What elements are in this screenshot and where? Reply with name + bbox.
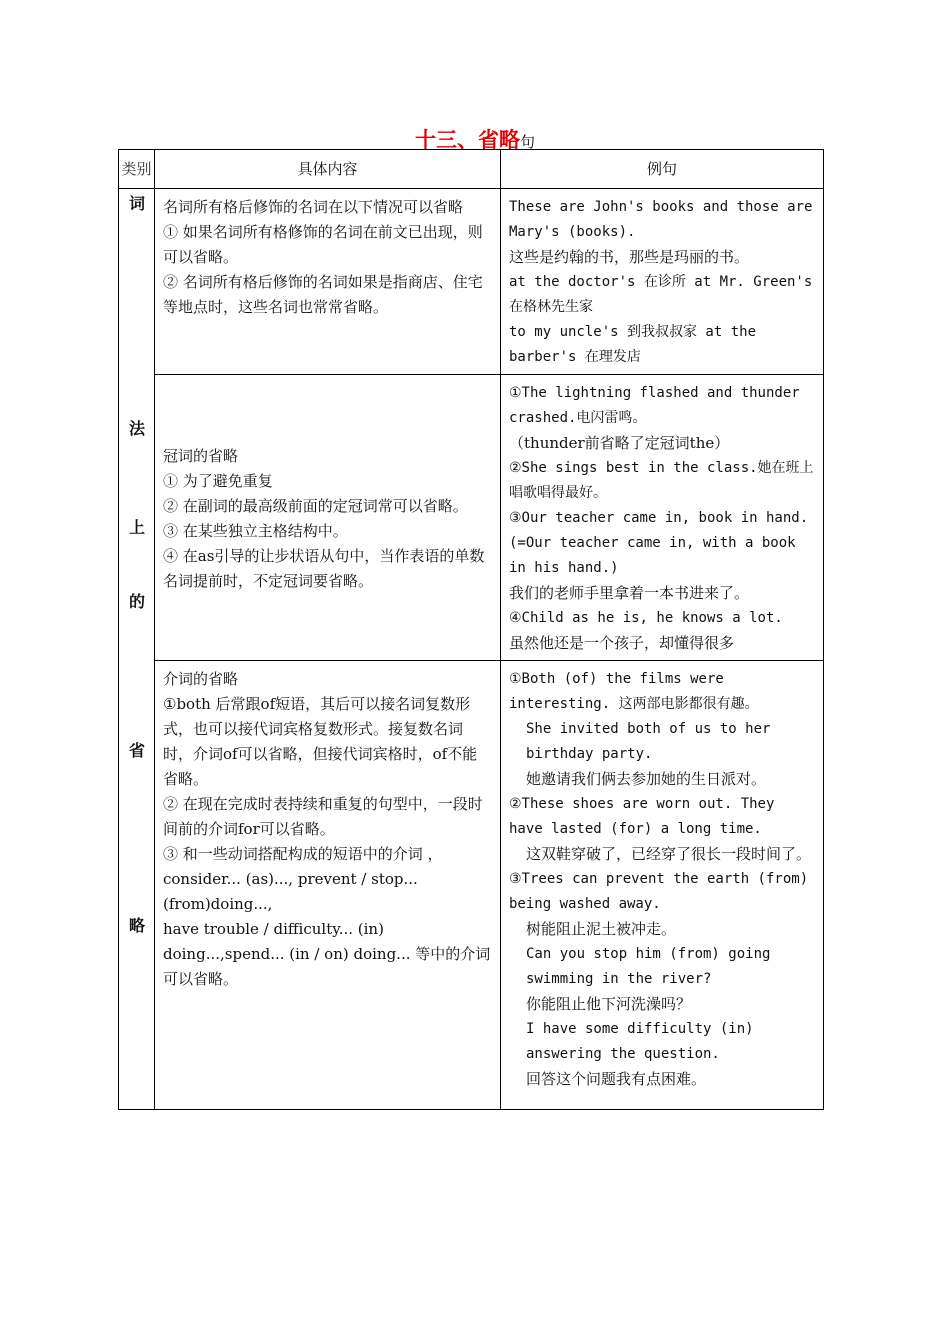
content-cell <box>155 661 501 1110</box>
example-line: to my uncle's 到我叔叔家 at the barber's 在理发店 <box>509 324 757 365</box>
side-label: 法 <box>128 419 145 438</box>
side-label: 的 <box>128 592 145 611</box>
content-line: ③ 和一些动词搭配构成的短语中的介词 ， consider... (as)..., prevent / stop... (from)doing..., <box>163 845 443 913</box>
example-line: 我们的老师手里拿着一本书进来了。 <box>509 584 750 602</box>
content-line: ② 在副词的最高级前面的定冠词常可以省略。 <box>163 496 468 515</box>
table-row <box>119 661 824 1110</box>
grammar-table <box>118 149 824 1110</box>
side-label: 略 <box>128 916 145 935</box>
example-line: at the doctor's 在诊所 at Mr. Green's 在格林先生家 <box>509 274 813 315</box>
example-line: 你能阻止他下河洗澡吗？ <box>526 995 692 1013</box>
example-cell <box>501 375 824 661</box>
content-line: ③ 在某些独立主格结构中。 <box>163 521 348 540</box>
content-line: have trouble / difficulty... (in) doing...,spend... (in / on) doing... 等中的介词可以省略。 <box>163 920 491 988</box>
example-line: Can you stop him (from) going swimming in the river? <box>526 946 771 987</box>
title-main: 十三、省略 <box>414 128 520 152</box>
example-line: These are John's books and those are Mary's (books). <box>509 199 813 240</box>
example-line: ③Our teacher came in, book in hand. (=Our teacher came in, with a book in his hand.) <box>509 510 809 576</box>
category-cell <box>119 189 155 1110</box>
header-category: 类别 <box>119 150 155 189</box>
content-line: 介词的省略 <box>163 670 239 688</box>
content-cell <box>155 375 501 661</box>
example-line: 这双鞋穿破了，已经穿了很长一段时间了。 <box>526 845 812 863</box>
content-line: ② 在现在完成时表持续和重复的句型中，一段时间前的介词for可以省略。 <box>163 795 483 838</box>
example-cell <box>501 189 824 375</box>
example-line: 回答这个问题我有点困难。 <box>526 1070 707 1088</box>
example-line: ②She sings best in the class.她在班上唱歌唱得最好。 <box>509 460 814 501</box>
example-line: 这些是约翰的书，那些是玛丽的书。 <box>509 248 750 266</box>
content-line: 名词所有格后修饰的名词在以下情况可以省略 <box>163 198 464 216</box>
content-line: ② 名词所有格后修饰的名词如果是指商店、住宅等地点时，这些名词也常常省略。 <box>163 273 483 316</box>
content-line: ①both 后常跟of短语，其后可以接名词复数形式，也可以接代词宾格复数形式。接复数名词时，介词of可以省略，但接代词宾格时，of不能省略。 <box>163 695 478 788</box>
table-header-row <box>119 150 824 189</box>
content-cell <box>155 189 501 375</box>
example-line: 树能阻止泥土被冲走。 <box>526 920 677 938</box>
example-line: 虽然他还是一个孩子，却懂得很多 <box>509 634 735 652</box>
table-row <box>119 189 824 375</box>
example-line: ①The lightning flashed and thunder crashed.电闪雷鸣。 <box>509 385 800 426</box>
example-line: （thunder前省略了定冠词the） <box>509 434 730 452</box>
side-label: 词 <box>128 194 145 213</box>
content-line: 冠词的省略 <box>163 446 239 465</box>
side-label: 省 <box>128 741 145 760</box>
table-row <box>119 375 824 661</box>
example-line: ④Child as he is, he knows a lot. <box>509 610 783 626</box>
side-label: 上 <box>128 518 145 537</box>
content-line: ④ 在as引导的让步状语从句中，当作表语的单数名词提前时，不定冠词要省略。 <box>163 546 485 590</box>
example-line: I have some difficulty (in) answering the question. <box>526 1021 754 1062</box>
content-line: ① 为了避免重复 <box>163 471 273 490</box>
title-suffix: 句 <box>519 133 535 151</box>
content-line: ① 如果名词所有格修饰的名词在前文已出现，则可以省略。 <box>163 223 483 266</box>
example-line: ②These shoes are worn out. They have lasted (for) a long time. <box>509 796 775 837</box>
example-line: 她邀请我们俩去参加她的生日派对。 <box>526 770 767 788</box>
example-line: She invited both of us to her birthday party. <box>526 721 771 762</box>
example-cell <box>501 661 824 1110</box>
example-line: ③Trees can prevent the earth (from) being washed away. <box>509 871 809 912</box>
example-line: ①Both (of) the films were interesting. 这两部电影都很有趣。 <box>509 671 759 712</box>
header-content: 具体内容 <box>155 150 501 189</box>
header-example: 例句 <box>501 150 824 189</box>
